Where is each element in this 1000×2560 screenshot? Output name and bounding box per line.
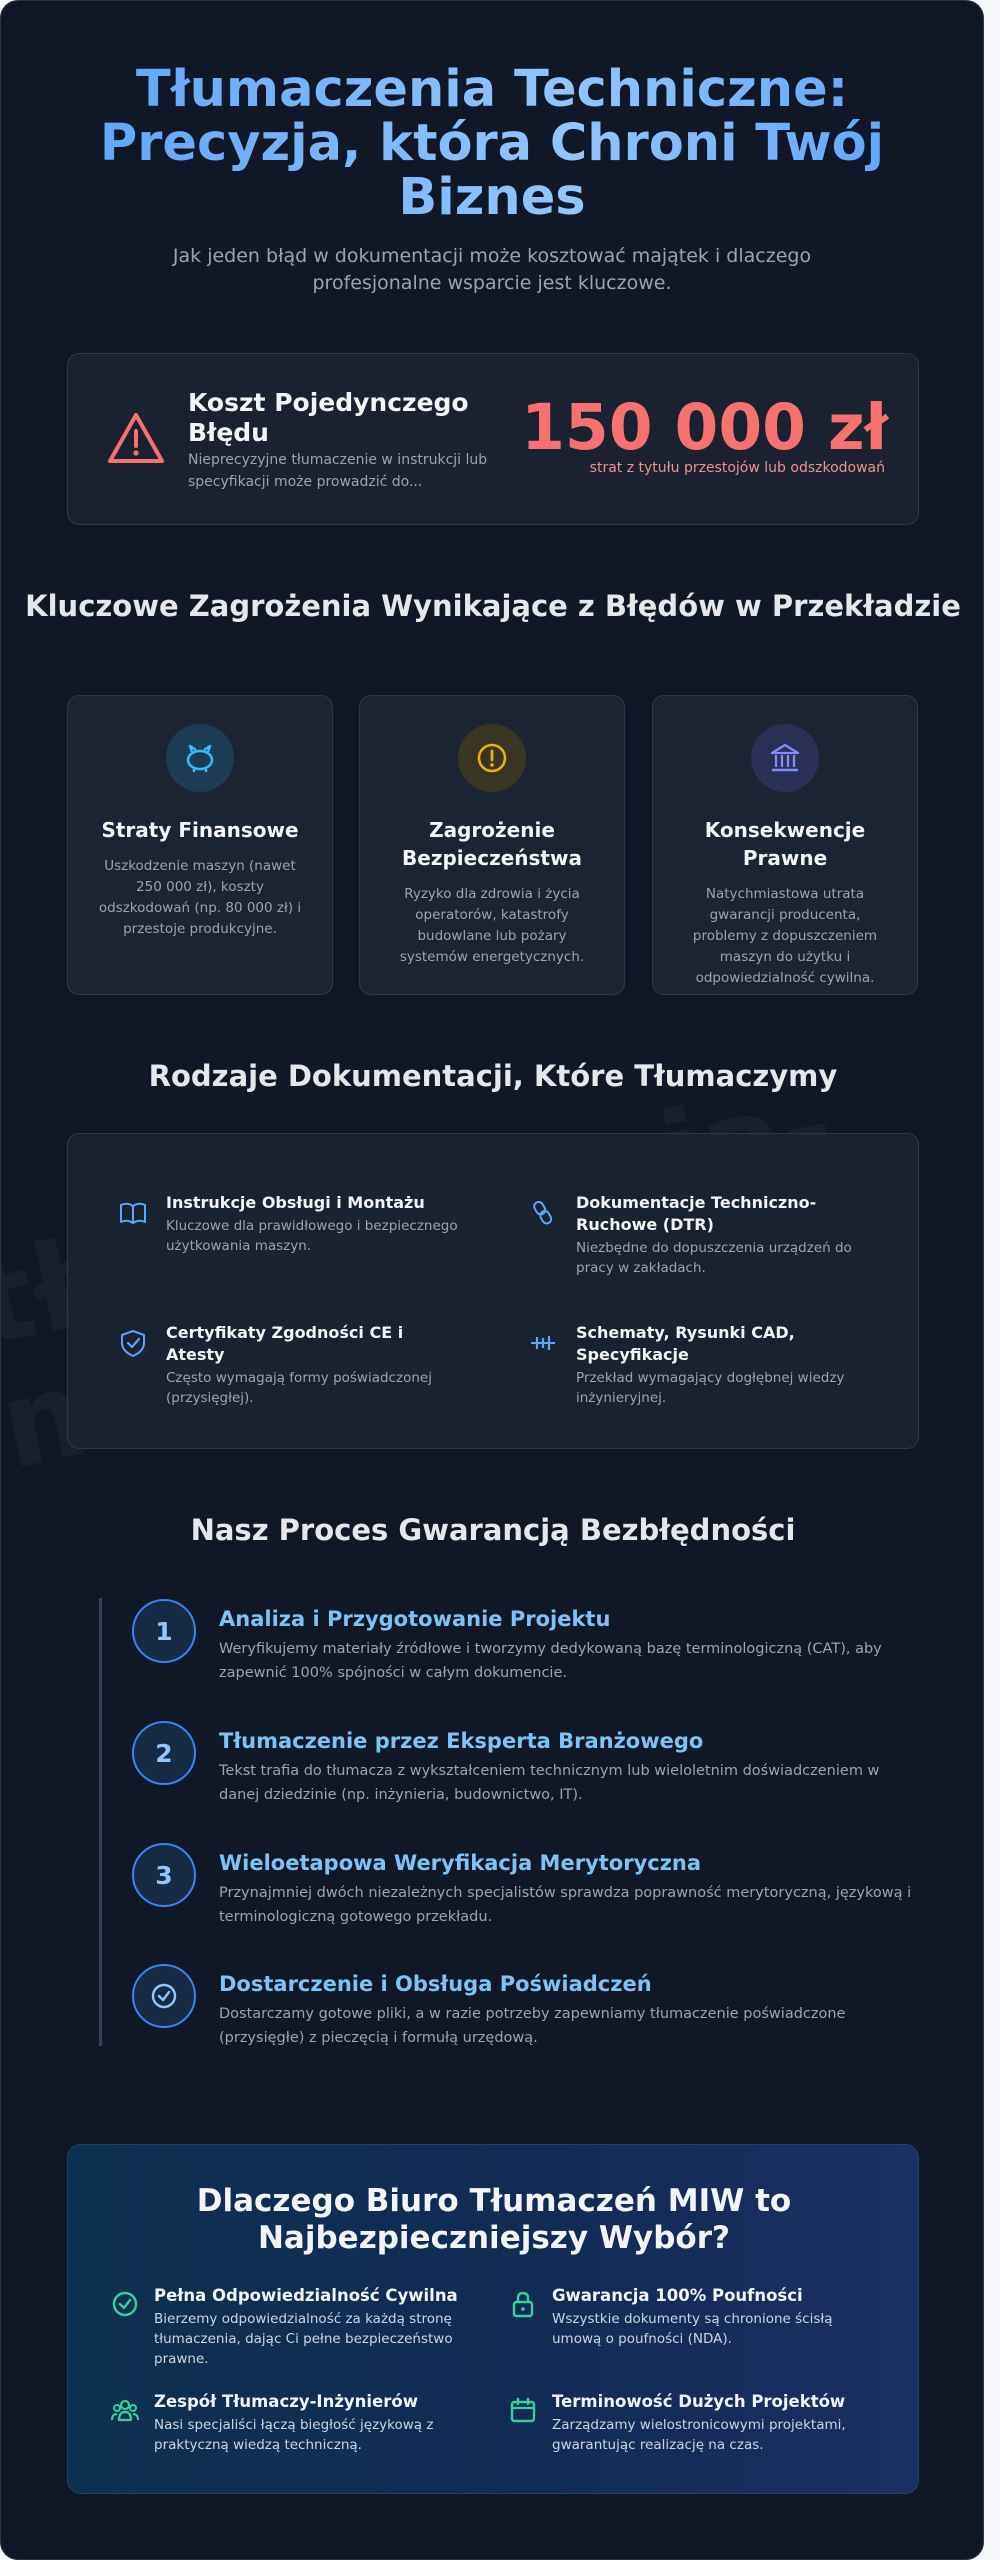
- step-title: Wieloetapowa Weryfikacja Merytoryczna: [219, 1851, 702, 1875]
- doc-title: Certyfikaty Zgodności CE i Atesty: [166, 1323, 404, 1364]
- courthouse-icon: [751, 724, 819, 792]
- feature-title: Zespół Tłumaczy-Inżynierów: [154, 2392, 418, 2411]
- risk-title: Konsekwencje Prawne: [704, 818, 866, 870]
- process-title: Nasz Proces Gwarancją Bezbłędności: [190, 1513, 796, 1547]
- docs-title: Rodzaje Dokumentacji, Które Tłumaczymy: [148, 1059, 838, 1093]
- hero: [1, 1, 983, 297]
- risk-card-safety: [359, 695, 625, 995]
- feature-title: Terminowość Dużych Projektów: [552, 2392, 846, 2411]
- feature-text: Nasi specjaliści łączą biegłość językową z praktyczną wiedzą techniczną.: [154, 2417, 434, 2453]
- risk-title: Zagrożenie Bezpieczeństwa: [402, 818, 582, 870]
- process-step: [132, 1964, 922, 2074]
- why-choose-us: [67, 2144, 919, 2494]
- feature-text: Wszystkie dokumenty są chronione ścisłą umową o poufności (NDA).: [552, 2311, 833, 2347]
- warning-triangle-icon: [106, 409, 166, 469]
- step-number: 3: [132, 1843, 196, 1907]
- process-timeline: [99, 1598, 102, 2046]
- doc-item: [104, 1310, 484, 1420]
- piggy-bank-icon: [166, 724, 234, 792]
- risk-card-legal: [652, 695, 918, 995]
- feature-item: [110, 2285, 490, 2375]
- book-icon: [118, 1198, 148, 1228]
- doc-item: [514, 1180, 894, 1290]
- check-circle-icon: [132, 1964, 196, 2028]
- feature-title: Pełna Odpowiedzialność Cywilna: [154, 2286, 458, 2305]
- feature-item: [508, 2391, 888, 2481]
- sliders-icon: [528, 1328, 558, 1358]
- step-text: Weryfikujemy materiały źródłowe i tworzymy dedykowaną bazę terminologiczną (CAT), aby zapewnić 100% spójności w całym dokumencie.: [219, 1641, 882, 1681]
- risk-title: Straty Finansowe: [101, 818, 299, 842]
- check-circle-icon: [110, 2289, 140, 2319]
- doc-title: Instrukcje Obsługi i Montażu: [166, 1193, 425, 1212]
- risk-text: Natychmiastowa utrata gwarancji producenta, problemy z dopuszczeniem maszyn do użytku i odpowiedzialność cywilna.: [692, 886, 878, 986]
- why-title: Dlaczego Biuro Tłumaczeń MIW to Najbezpieczniejszy Wybór?: [196, 2183, 792, 2256]
- step-text: Dostarczamy gotowe pliki, a w razie potrzeby zapewniamy tłumaczenie poświadczone (przysięgłe) z pieczęcią i formułą urzędową.: [219, 2006, 846, 2046]
- cost-amount: 150 000 zł: [521, 391, 888, 464]
- chain-link-icon: [528, 1198, 558, 1228]
- doc-item: [104, 1180, 484, 1290]
- page-subtitle: Jak jeden błąd w dokumentacji może kosztować majątek i dlaczego profesjonalne wsparcie jest kluczowe.: [172, 245, 812, 294]
- feature-item: [508, 2285, 888, 2375]
- process-step: [132, 1721, 922, 1831]
- cost-amount-caption: strat z tytułu przestojów lub odszkodowań: [589, 460, 885, 476]
- documentation-types: [67, 1133, 919, 1449]
- feature-title: Gwarancja 100% Poufności: [552, 2286, 803, 2305]
- lock-icon: [508, 2289, 538, 2319]
- cost-title: Koszt Pojedynczego Błędu: [188, 388, 469, 447]
- step-number: 2: [132, 1721, 196, 1785]
- risks-title: Kluczowe Zagrożenia Wynikające z Błędów w Przekładzie: [25, 589, 961, 623]
- doc-item: [514, 1310, 894, 1420]
- step-title: Analiza i Przygotowanie Projektu: [219, 1607, 611, 1631]
- feature-text: Bierzemy odpowiedzialność za każdą stronę tłumaczenia, dając Ci pełne bezpieczeństwo prawne.: [154, 2311, 453, 2367]
- doc-title: Dokumentacje Techniczno-Ruchowe (DTR): [576, 1193, 817, 1234]
- page-title: Tłumaczenia Techniczne: Precyzja, która Chroni Twój Biznes: [82, 63, 902, 225]
- shield-check-icon: [118, 1328, 148, 1358]
- feature-text: Zarządzamy wielostronicowymi projektami, gwarantując realizację na czas.: [552, 2417, 846, 2453]
- team-icon: [110, 2395, 140, 2425]
- cost-description: Nieprecyzyjne tłumaczenie w instrukcji lub specyfikacji może prowadzić do...: [188, 452, 488, 490]
- step-title: Dostarczenie i Obsługa Poświadczeń: [219, 1972, 652, 1996]
- doc-text: Niezbędne do dopuszczenia urządzeń do pracy w zakładach.: [576, 1240, 852, 1276]
- risk-text: Ryzyko dla zdrowia i życia operatorów, katastrofy budowlane lub pożary systemów energetycznych.: [399, 886, 585, 965]
- doc-text: Przekład wymagający dogłębnej wiedzy inżynieryjnej.: [576, 1370, 845, 1406]
- risk-text: Uszkodzenie maszyn (nawet 250 000 zł), koszty odszkodowań (np. 80 000 zł) i przestoje produkcyjne.: [98, 858, 302, 937]
- doc-title: Schematy, Rysunki CAD, Specyfikacje: [576, 1323, 795, 1364]
- doc-text: Często wymagają formy poświadczonej (przysięgłej).: [166, 1370, 432, 1406]
- step-text: Tekst trafia do tłumacza z wykształceniem technicznym lub wieloletnim doświadczeniem w danej dziedzinie (np. inżynieria, budownictwo, IT).: [219, 1763, 880, 1803]
- process-step: [132, 1599, 922, 1709]
- process-step: [132, 1843, 922, 1953]
- doc-text: Kluczowe dla prawidłowego i bezpiecznego użytkowania maszyn.: [166, 1218, 458, 1254]
- step-number: 1: [132, 1599, 196, 1663]
- feature-item: [110, 2391, 490, 2481]
- cost-card: [67, 353, 919, 525]
- risk-card-financial: [67, 695, 333, 995]
- calendar-icon: [508, 2395, 538, 2425]
- step-title: Tłumaczenie przez Eksperta Branżowego: [219, 1729, 704, 1753]
- step-text: Przynajmniej dwóch niezależnych specjalistów sprawdza poprawność merytoryczną, językową i terminologiczną gotowego przekładu.: [219, 1885, 912, 1925]
- alert-circle-icon: [458, 724, 526, 792]
